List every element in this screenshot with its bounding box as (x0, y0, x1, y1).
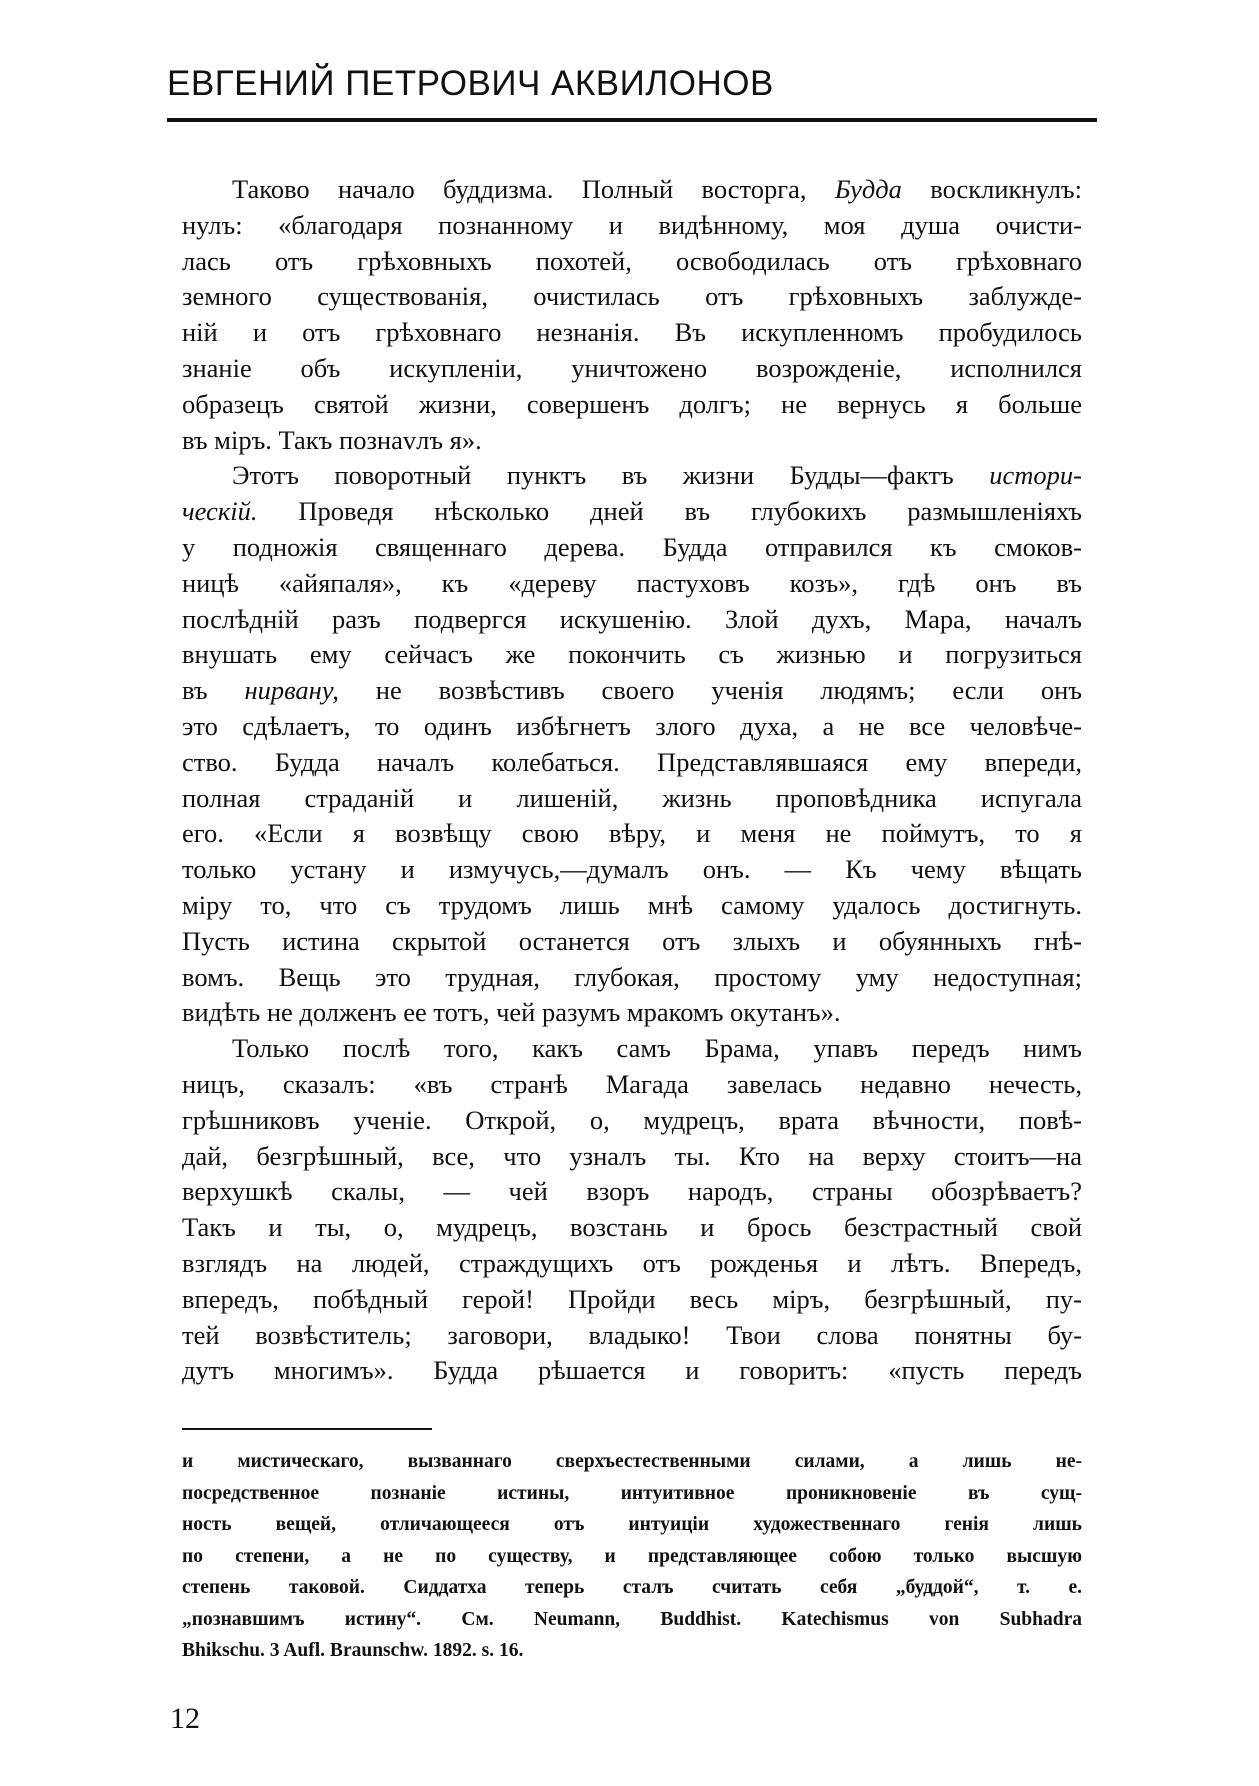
text-line (182, 566, 1082, 602)
text-line (182, 852, 1082, 888)
text-line (182, 315, 1082, 351)
text-line (182, 637, 1082, 673)
text-run: лась отъ грѣховныхъ похотей, освободилась отъ грѣховнаго (182, 245, 1082, 276)
text-line (182, 423, 1082, 459)
text-line (182, 1031, 1082, 1067)
text-line (182, 1318, 1082, 1354)
text-run: дай, безгрѣшный, все, что узналъ ты. Кто на верху стоитъ—на (182, 1140, 1082, 1171)
footnote-line: по степени, а не по существу, и представляющее собою только высшую (182, 1545, 1082, 1567)
text-run: не возвѣстивъ своего ученія людямъ; если онъ (338, 675, 1082, 706)
text-run: его. «Если я возвѣщу свою вѣру, и меня не поймутъ, то я (182, 818, 1082, 849)
text-run: Таково начало буддизма. Полный восторга, (232, 174, 835, 204)
text-run: Этотъ поворотный пунктъ въ жизни Будды—фактъ (232, 460, 990, 491)
text-line (182, 816, 1082, 852)
text-line (182, 1210, 1082, 1246)
text-run: Пусть истина скрытой останется отъ злыхъ и обуянныхъ гнѣ- (182, 925, 1082, 956)
text-run: въ міръ. Такъ познаvлъ я». (182, 424, 482, 455)
footnote-line: посредственное познаніе истины, интуитивное проникновеніе въ сущ- (182, 1482, 1082, 1504)
text-line (182, 1103, 1082, 1139)
text-run: грѣшниковъ ученіе. Открой, о, мудрецъ, врата вѣчности, повѣ- (182, 1104, 1082, 1135)
footnote-line: и мистическаго, вызваннаго сверхъестественными силами, а лишь не- (182, 1451, 1082, 1472)
text-run: только устану и измучусь,—думалъ онъ. — Къ чему вѣщать (182, 854, 1082, 885)
text-line (182, 709, 1082, 745)
text-run: послѣдній разъ подвергся искушенію. Злой духъ, Мара, началъ (182, 603, 1082, 634)
text-line (182, 745, 1082, 781)
text-run: это сдѣлаетъ, то одинъ избѣгнетъ злого духа, а не все человѣче- (182, 710, 1082, 741)
text-line (182, 1282, 1082, 1318)
text-run: нулъ: «благодаря познанному и видѣнному, моя душа очисти- (182, 209, 1082, 240)
text-line (182, 888, 1082, 924)
text-run: Такъ и ты, о, мудрецъ, возстань и брось безстрастный свой (182, 1212, 1082, 1243)
text-run: знаніе объ искупленіи, уничтожено возрожденіе, исполнился (182, 352, 1082, 383)
text-line (182, 1139, 1082, 1175)
page-number: 12 (170, 1702, 200, 1735)
text-run: въ (182, 675, 245, 706)
text-line (182, 1067, 1082, 1103)
text-run: ній и отъ грѣховнаго незнанія. Въ искупленномъ пробудилось (182, 317, 1082, 348)
text-run: ницъ, сказалъ: «въ странѣ Магада завелась недавно нечесть, (182, 1068, 1082, 1099)
footnote-line: степень таковой. Сиддатха теперь сталъ считать себя „буддой“, т. е. (182, 1577, 1082, 1598)
text-run: у подножія священнаго дерева. Будда отправился къ смоков- (182, 531, 1082, 562)
text-run: Только послѣ того, какъ самъ Брама, упавъ передъ нимъ (232, 1033, 1082, 1064)
running-head: ЕВГЕНИЙ ПЕТРОВИЧ АКВИЛОНОВ (167, 64, 774, 103)
text-run: воскликнулъ: (901, 174, 1082, 204)
text-run: міру то, что съ трудомъ лишь мнѣ самому удалось достигнуть. (182, 889, 1082, 920)
text-line (182, 458, 1082, 494)
text-run: Проведя нѣсколько дней въ глубокихъ размышленіяхъ (257, 496, 1082, 527)
footnote-rule (182, 1428, 432, 1430)
text-line (182, 1353, 1082, 1389)
text-run: взглядъ на людей, страждущихъ отъ рожденья и лѣтъ. Впередъ, (182, 1247, 1082, 1278)
text-line (182, 673, 1082, 709)
text-run: образецъ святой жизни, совершенъ долгъ; не вернусь я больше (182, 388, 1082, 419)
text-line (182, 602, 1082, 638)
main-text (182, 172, 1082, 1389)
text-line (182, 924, 1082, 960)
text-line (182, 995, 1082, 1031)
footnote-line: Bhikschu. 3 Aufl. Braunschw. 1892. s. 16. (182, 1640, 524, 1661)
text-line (182, 208, 1082, 244)
text-line (182, 960, 1082, 996)
footnote-line: „познавшимъ истину“. См. Neumann, Buddhist. Katechismus von Subhadra (182, 1608, 1082, 1630)
text-run: земного существованія, очистилась отъ грѣховныхъ заблужде- (182, 281, 1082, 312)
text-line (182, 244, 1082, 280)
text-run: полная страданій и лишеній, жизнь проповѣдника испугала (182, 782, 1082, 813)
footnote (182, 1446, 1082, 1667)
text-run: тей возвѣститель; заговори, владыко! Твои слова понятны бу- (182, 1319, 1082, 1350)
text-line (182, 172, 1082, 208)
text-line (182, 530, 1082, 566)
text-run: внушать ему сейчасъ же покончить съ жизнью и погрузиться (182, 639, 1082, 670)
text-line (182, 387, 1082, 423)
text-line (182, 494, 1082, 530)
italic-text: ческій. (182, 496, 258, 527)
text-run: ство. Будда началъ колебаться. Представлявшаяся ему впереди, (182, 746, 1082, 777)
text-line (182, 1246, 1082, 1282)
text-line (182, 279, 1082, 315)
italic-text: Будда (834, 174, 902, 204)
text-line (182, 781, 1082, 817)
text-run: впередъ, побѣдный герой! Пройди весь міръ, безгрѣшный, пу- (182, 1283, 1082, 1314)
italic-text: истори- (989, 460, 1082, 491)
text-run: верхушкѣ скалы, — чей взоръ народъ, страны обозрѣваетъ? (182, 1176, 1082, 1207)
text-run: дутъ многимъ». Будда рѣшается и говоритъ: «пусть передъ (182, 1355, 1082, 1386)
text-line (182, 1174, 1082, 1210)
italic-text: нирвану, (244, 675, 339, 706)
text-line (182, 351, 1082, 387)
text-run: видѣть не долженъ ее тотъ, чей разумъ мракомъ окутанъ». (182, 997, 841, 1028)
header-rule (167, 118, 1097, 122)
footnote-line: ность вещей, отличающееся отъ интуиціи художественнаго генія лишь (182, 1514, 1082, 1535)
text-run: вомъ. Вещь это трудная, глубокая, простому уму недоступная; (182, 961, 1082, 992)
text-run: ницѣ «айяпаля», къ «дереву пастуховъ козъ», гдѣ онъ въ (182, 567, 1082, 598)
